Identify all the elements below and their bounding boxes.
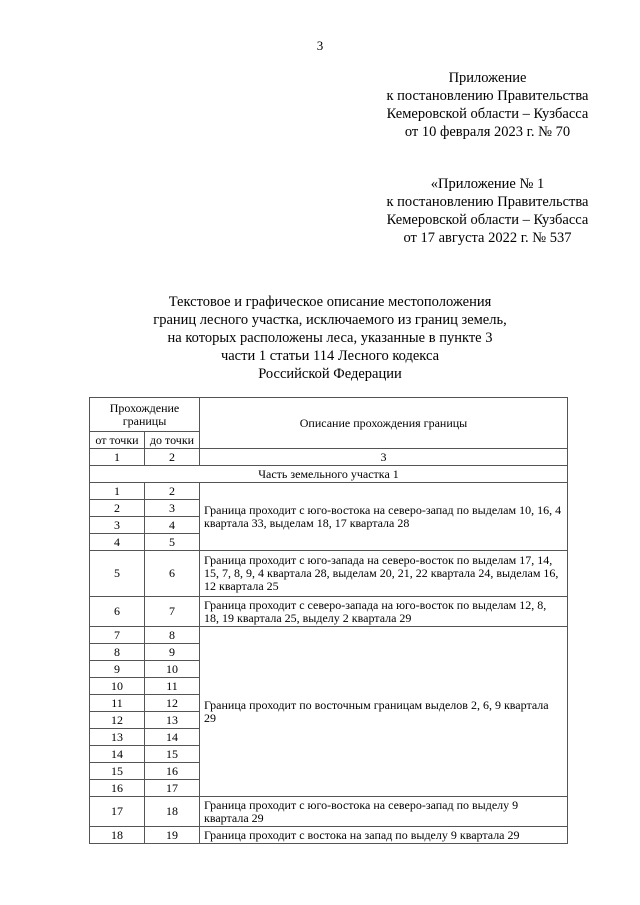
point-from: 3	[90, 517, 145, 534]
title-line2: границ лесного участка, исключаемого из границ земель,	[153, 312, 507, 328]
table-col-number-row	[90, 449, 568, 466]
point-to: 13	[145, 712, 200, 729]
table-row	[90, 483, 568, 500]
point-from: 12	[90, 712, 145, 729]
point-from: 13	[90, 729, 145, 746]
boundary-table	[89, 397, 568, 844]
point-to: 4	[145, 517, 200, 534]
point-from: 11	[90, 695, 145, 712]
point-from: 9	[90, 661, 145, 678]
point-to: 7	[145, 597, 200, 627]
point-to: 5	[145, 534, 200, 551]
table-section-row	[90, 466, 568, 483]
point-to: 8	[145, 627, 200, 644]
table-row	[90, 627, 568, 644]
point-from: 2	[90, 500, 145, 517]
point-to: 6	[145, 551, 200, 597]
point-from: 17	[90, 797, 145, 827]
point-from: 10	[90, 678, 145, 695]
boundary-description: Граница проходит с северо-запада на юго-восток по выделам 12, 8, 18, 19 квартала 25, выделу 2 квартала 29	[200, 597, 568, 627]
appendix-current-line1: Приложение	[448, 70, 527, 86]
point-from: 5	[90, 551, 145, 597]
title-line1: Текстовое и графическое описание местоположения	[168, 294, 492, 310]
point-from: 8	[90, 644, 145, 661]
point-to: 2	[145, 483, 200, 500]
point-to: 10	[145, 661, 200, 678]
appendix-current-line4: от 10 февраля 2023 г. № 70	[404, 124, 571, 140]
boundary-description: Граница проходит по восточным границам выделов 2, 6, 9 квартала 29	[200, 627, 568, 797]
point-from: 18	[90, 827, 145, 844]
point-to: 18	[145, 797, 200, 827]
appendix-original-line1: «Приложение № 1	[430, 176, 545, 192]
appendix-current-line3: Кемеровской области – Кузбасса	[386, 106, 589, 122]
point-from: 1	[90, 483, 145, 500]
point-to: 14	[145, 729, 200, 746]
table-row	[90, 797, 568, 827]
point-from: 6	[90, 597, 145, 627]
point-to: 9	[145, 644, 200, 661]
document-title	[60, 293, 600, 383]
header-passage: Прохождение границы	[90, 398, 200, 432]
appendix-original-line4: от 17 августа 2022 г. № 537	[403, 230, 572, 246]
col-number-3: 3	[200, 449, 568, 466]
col-number-2: 2	[145, 449, 200, 466]
point-from: 4	[90, 534, 145, 551]
point-from: 7	[90, 627, 145, 644]
point-to: 12	[145, 695, 200, 712]
point-from: 14	[90, 746, 145, 763]
title-line4: части 1 статьи 114 Лесного кодекса	[220, 348, 440, 364]
appendix-original-block	[370, 175, 605, 247]
page-number: 3	[316, 38, 324, 53]
point-to: 11	[145, 678, 200, 695]
appendix-current-line2: к постановлению Правительства	[386, 88, 589, 104]
header-to: до точки	[145, 432, 200, 449]
header-description: Описание прохождения границы	[200, 398, 568, 449]
table-row	[90, 551, 568, 597]
title-line5: Российской Федерации	[258, 366, 402, 382]
boundary-description: Граница проходит с востока на запад по выделу 9 квартала 29	[200, 827, 568, 844]
point-to: 19	[145, 827, 200, 844]
col-number-1: 1	[90, 449, 145, 466]
point-from: 16	[90, 780, 145, 797]
boundary-description: Граница проходит с юго-востока на северо-запад по выделу 9 квартала 29	[200, 797, 568, 827]
table-row	[90, 597, 568, 627]
boundary-description: Граница проходит с юго-запада на северо-восток по выделам 17, 14, 15, 7, 8, 9, 4 квартала 28, выделам 20, 21, 22 квартала 24, выделам 16, 12 квартала 25	[200, 551, 568, 597]
boundary-description: Граница проходит с юго-востока на северо-запад по выделам 10, 16, 4 квартала 33, выделам 18, 17 квартала 28	[200, 483, 568, 551]
appendix-original-line3: Кемеровской области – Кузбасса	[386, 212, 589, 228]
title-line3: на которых расположены леса, указанные в пункте 3	[167, 330, 493, 346]
point-to: 15	[145, 746, 200, 763]
point-to: 3	[145, 500, 200, 517]
table-header-row	[90, 398, 568, 432]
point-to: 17	[145, 780, 200, 797]
header-from: от точки	[90, 432, 145, 449]
section-title: Часть земельного участка 1	[90, 466, 568, 483]
point-to: 16	[145, 763, 200, 780]
appendix-original-line2: к постановлению Правительства	[386, 194, 589, 210]
point-from: 15	[90, 763, 145, 780]
table-row	[90, 827, 568, 844]
appendix-current-block	[370, 69, 605, 141]
